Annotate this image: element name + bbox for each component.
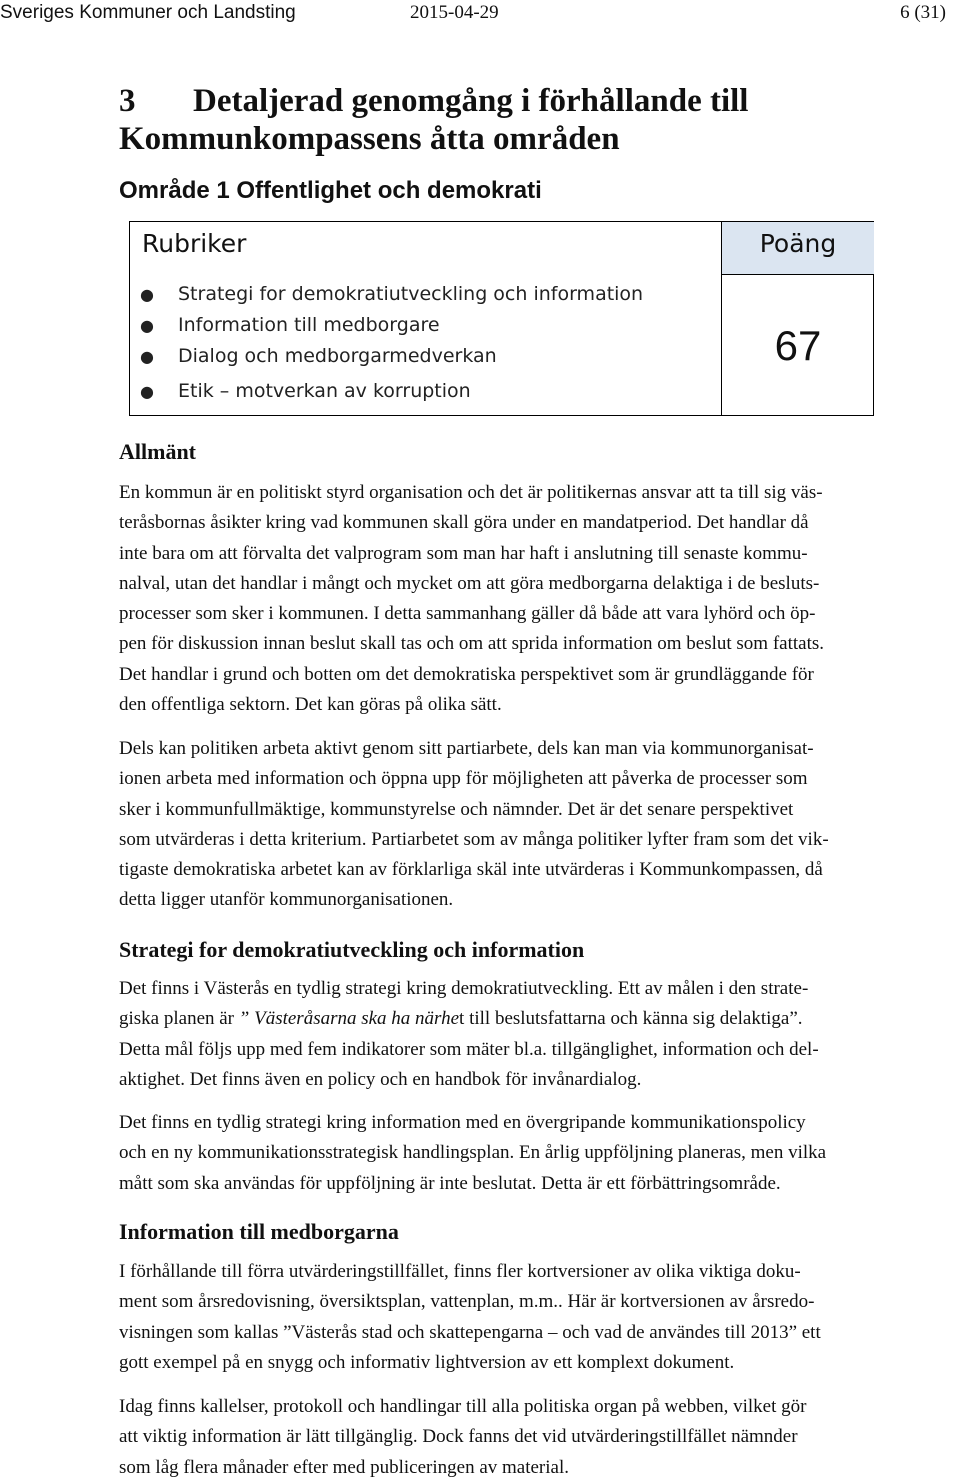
bullet-icon: ● <box>140 316 154 335</box>
list-item: ● Information till medborgare <box>140 312 440 338</box>
list-item: ● Dialog och medborgarmedverkan <box>140 343 497 369</box>
bullet-icon: ● <box>140 347 154 366</box>
chapter-title <box>119 82 879 158</box>
score-table <box>129 221 874 416</box>
section-heading-information: Information till medborgarna <box>119 1219 399 1244</box>
bullet-icon: ● <box>140 382 154 401</box>
section-heading-allmant: Allmänt <box>119 439 196 464</box>
header-page-number: 6 (31) <box>900 2 946 23</box>
table-header-poang: Poäng <box>722 222 874 275</box>
table-rubriker-list <box>130 275 722 416</box>
header-organization: Sveriges Kommuner och Landsting <box>0 2 296 23</box>
score-value: 67 <box>774 322 822 369</box>
strategi-paragraph-2: Det finns en tydlig strategi kring information med en övergripande kommunikationspolicy och en ny kommunikationsstrategisk handlingsplan. En årlig uppföljning planeras, men vilka mått som ska användas för uppföljning är inte beslutat. Detta är ett förbättringsområde. <box>119 1112 827 1194</box>
section-heading-strategi: Strategi for demokratiutveckling och information <box>119 937 585 962</box>
header-date: 2015-04-29 <box>410 2 499 23</box>
information-paragraph-2: Idag finns kallelser, protokoll och handlingar till alla politiska organ på webben, vilket gör att viktig information är lätt tillgänglig. Dock fanns det vid utvärderingstillfället nämnder som låg flera månader efter med publiceringen av material. <box>119 1396 807 1478</box>
allmant-paragraph-1: En kommun är en politiskt styrd organisation och det är politikernas ansvar att ta till sig väs- teråsbornas åsikter kring vad kommunen skall göra under en mandatperiod. Det handlar då inte bara om att förvalta det valprogram som man har haft i anslutning till senaste kommu- nalval, utan det handlar i mångt och mycket om att göra medborgarna delaktiga i de besluts- processer som sker i kommunen. I detta sammanhang gäller då både att vara lyhörd och öp- pen för diskussion innan beslut skall tas och om att sprida information om beslut som fattats. Det handlar i grund och botten om det demokratiska perspektivet som är grundläggande för den offentliga sektorn. Det kan göras på olika sätt. <box>119 482 825 716</box>
bullet-icon: ● <box>140 285 154 304</box>
strategi-paragraph-1: Det finns i Västerås en tydlig strategi kring demokratiutveckling. Ett av målen i den strate- giska planen är ” Västeråsarna ska ha närhet till beslutsfattarna och känna sig delaktiga”. Detta mål följs upp med fem indikatorer som mäter bl.a. tillgänglighet, information och del- aktighet. Det finns även en policy och en handbok för invånardialog. <box>119 978 819 1090</box>
area-title: Område 1 Offentlighet och demokrati <box>119 177 542 204</box>
page-header <box>0 2 960 24</box>
information-paragraph-1: I förhållande till förra utvärderingstillfället, finns fler kortversioner av olika viktiga doku- ment som årsredovisning, översiktsplan, vattenplan, m.m.. Här är kortversionen av årsredo- visningen som kallas ”Västerås stad och skattepengarna – och vad de användes till 2013” ett gott exempel på en snygg och informativ lightversion av ett komplext dokument. <box>119 1261 821 1373</box>
list-item: ● Strategi for demokratiutveckling och information <box>140 281 643 307</box>
chapter-title-line1: Detaljerad genomgång i förhållande till <box>193 83 749 119</box>
chapter-title-line2: Kommunkompassens åtta områden <box>119 121 620 157</box>
goal-quote: ” Västeråsarna ska ha närhe <box>238 1008 460 1030</box>
list-item: ● Etik – motverkan av korruption <box>140 378 471 404</box>
allmant-paragraph-2: Dels kan politiken arbeta aktivt genom sitt partiarbete, dels kan man via kommunorganisat- ionen arbeta med information och öppna upp för möjligheten att påverka de processer som sker i kommunfullmäktige, kommunstyrelse och nämnder. Det är det senare perspektivet som utvärderas i detta kriterium. Partiarbetet som av många politiker lyfter fram som det vik- tigaste demokratiska arbetet kan av förklarliga skäl inte utvärderas i Kommunkompassen, då detta ligger utanför kommunorganisationen. <box>119 738 829 911</box>
table-header-rubriker: Rubriker <box>130 222 722 275</box>
chapter-number: 3 <box>119 83 136 119</box>
